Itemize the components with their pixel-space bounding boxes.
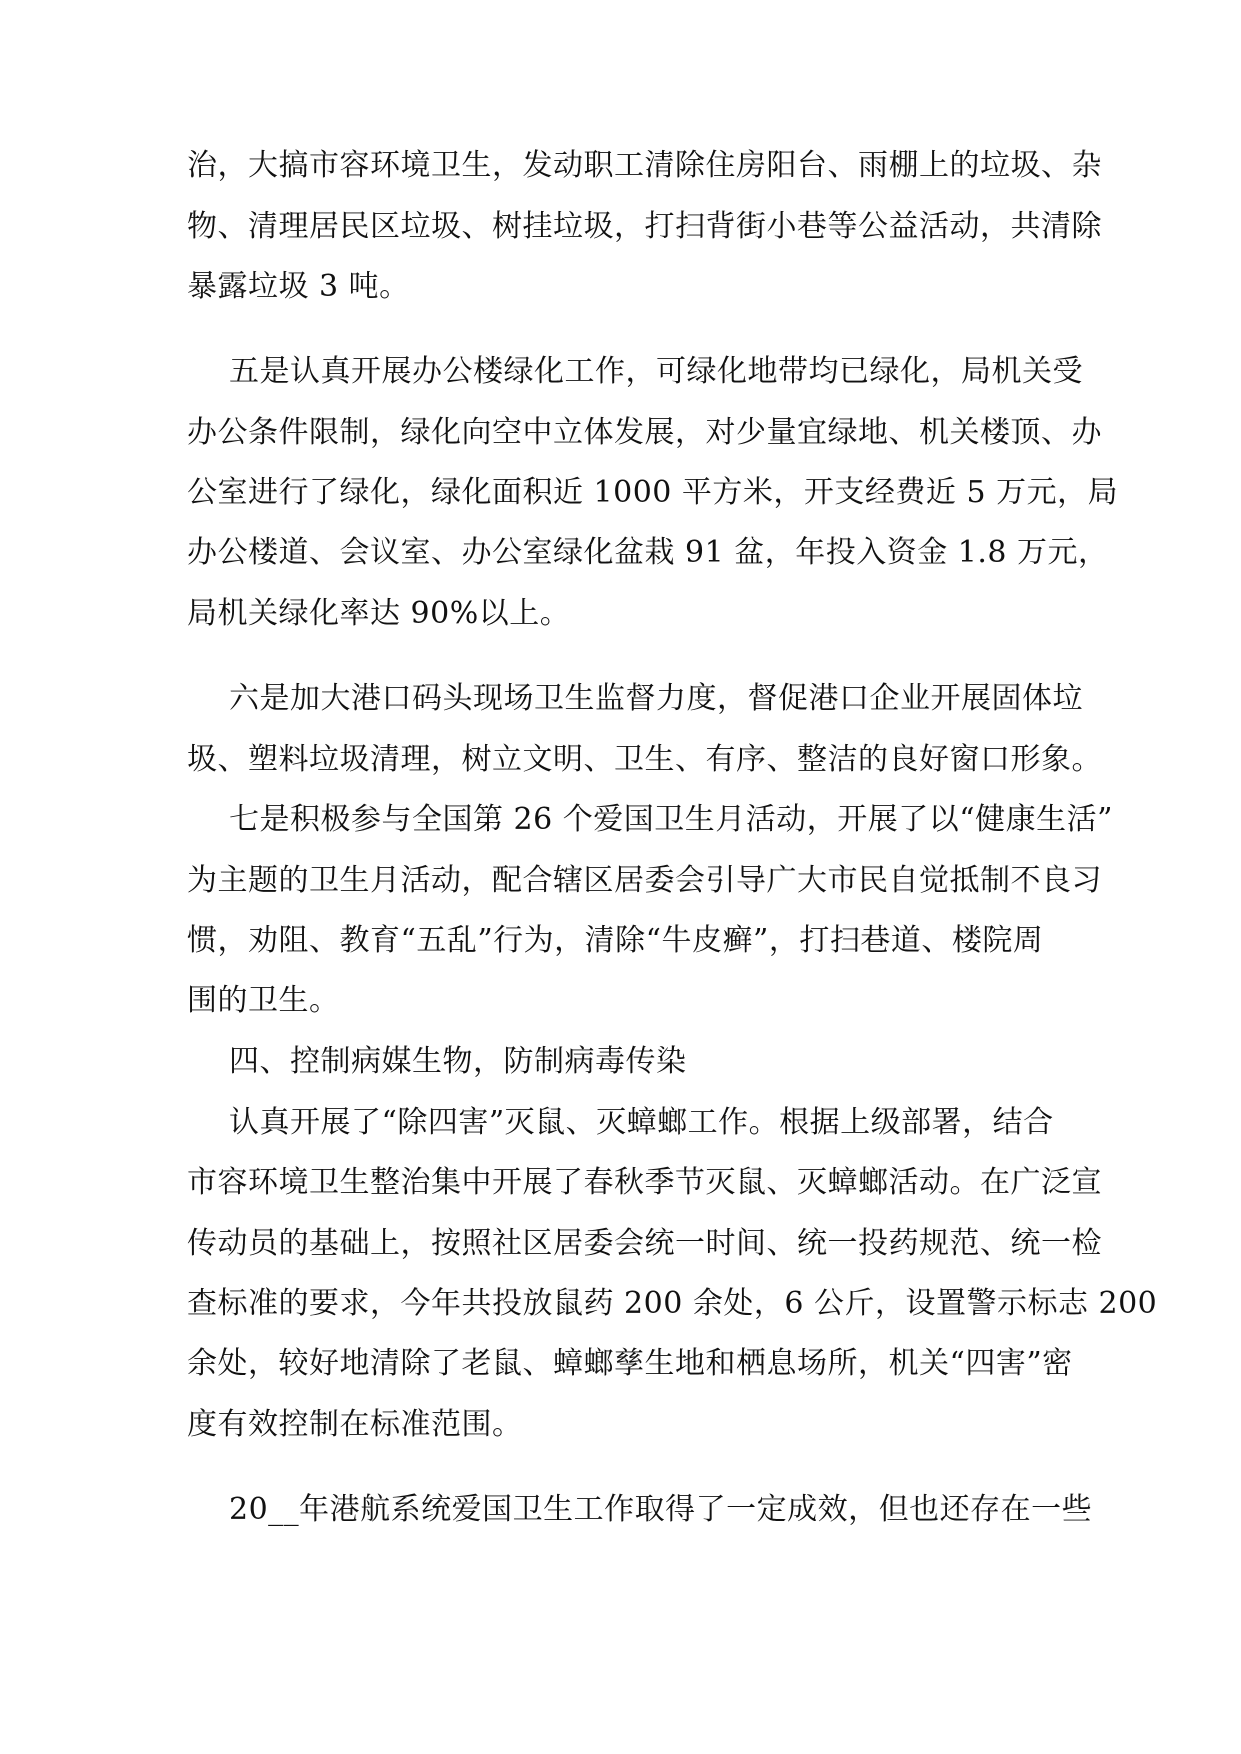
- text-line: 查标准的要求，今年共投放鼠药 200 余处，6 公斤，设置警示标志 200: [187, 1286, 1158, 1321]
- text-line: 度有效控制在标准范围。: [187, 1407, 523, 1442]
- text-line: 为主题的卫生月活动，配合辖区居委会引导广大市民自觉抵制不良习: [187, 863, 1102, 898]
- section-heading: 四、控制病媒生物，防制病毒传染: [229, 1044, 687, 1079]
- text-line: 市容环境卫生整治集中开展了春秋季节灭鼠、灭蟑螂活动。在广泛宣: [187, 1165, 1102, 1200]
- text-line: 暴露垃圾 3 吨。: [187, 269, 410, 304]
- text-line: 余处，较好地清除了老鼠、蟑螂孳生地和栖息场所，机关“四害”密: [187, 1346, 1073, 1381]
- text-line: 办公条件限制，绿化向空中立体发展，对少量宜绿地、机关楼顶、办: [187, 415, 1102, 450]
- text-line: 办公楼道、会议室、办公室绿化盆栽 91 盆，年投入资金 1.8 万元，: [187, 535, 1109, 570]
- text-line: 公室进行了绿化，绿化面积近 1000 平方米，开支经费近 5 万元，局: [187, 475, 1119, 510]
- text-line: 圾、塑料垃圾清理，树立文明、卫生、有序、整洁的良好窗口形象。: [187, 742, 1102, 777]
- text-line: 物、清理居民区垃圾、树挂垃圾，打扫背街小巷等公益活动，共清除: [187, 209, 1102, 244]
- text-line: 传动员的基础上，按照社区居委会统一时间、统一投药规范、统一检: [187, 1226, 1102, 1261]
- text-line: 七是积极参与全国第 26 个爱国卫生月活动，开展了以“健康生活”: [229, 802, 1113, 837]
- text-line: 五是认真开展办公楼绿化工作，可绿化地带均已绿化，局机关受: [229, 354, 1083, 389]
- text-line: 围的卫生。: [187, 983, 340, 1018]
- text-line: 惯，劝阻、教育“五乱”行为，清除“牛皮癣”，打扫巷道、楼院周: [187, 923, 1044, 958]
- text-line: 认真开展了“除四害”灭鼠、灭蟑螂工作。根据上级部署，结合: [229, 1105, 1054, 1140]
- text-line: 治，大搞市容环境卫生，发动职工清除住房阳台、雨棚上的垃圾、杂: [187, 148, 1102, 183]
- text-line: 六是加大港口码头现场卫生监督力度，督促港口企业开展固体垃: [229, 681, 1083, 716]
- text-line: 20__年港航系统爱国卫生工作取得了一定成效，但也还存在一些: [229, 1492, 1093, 1527]
- text-line: 局机关绿化率达 90%以上。: [187, 596, 571, 631]
